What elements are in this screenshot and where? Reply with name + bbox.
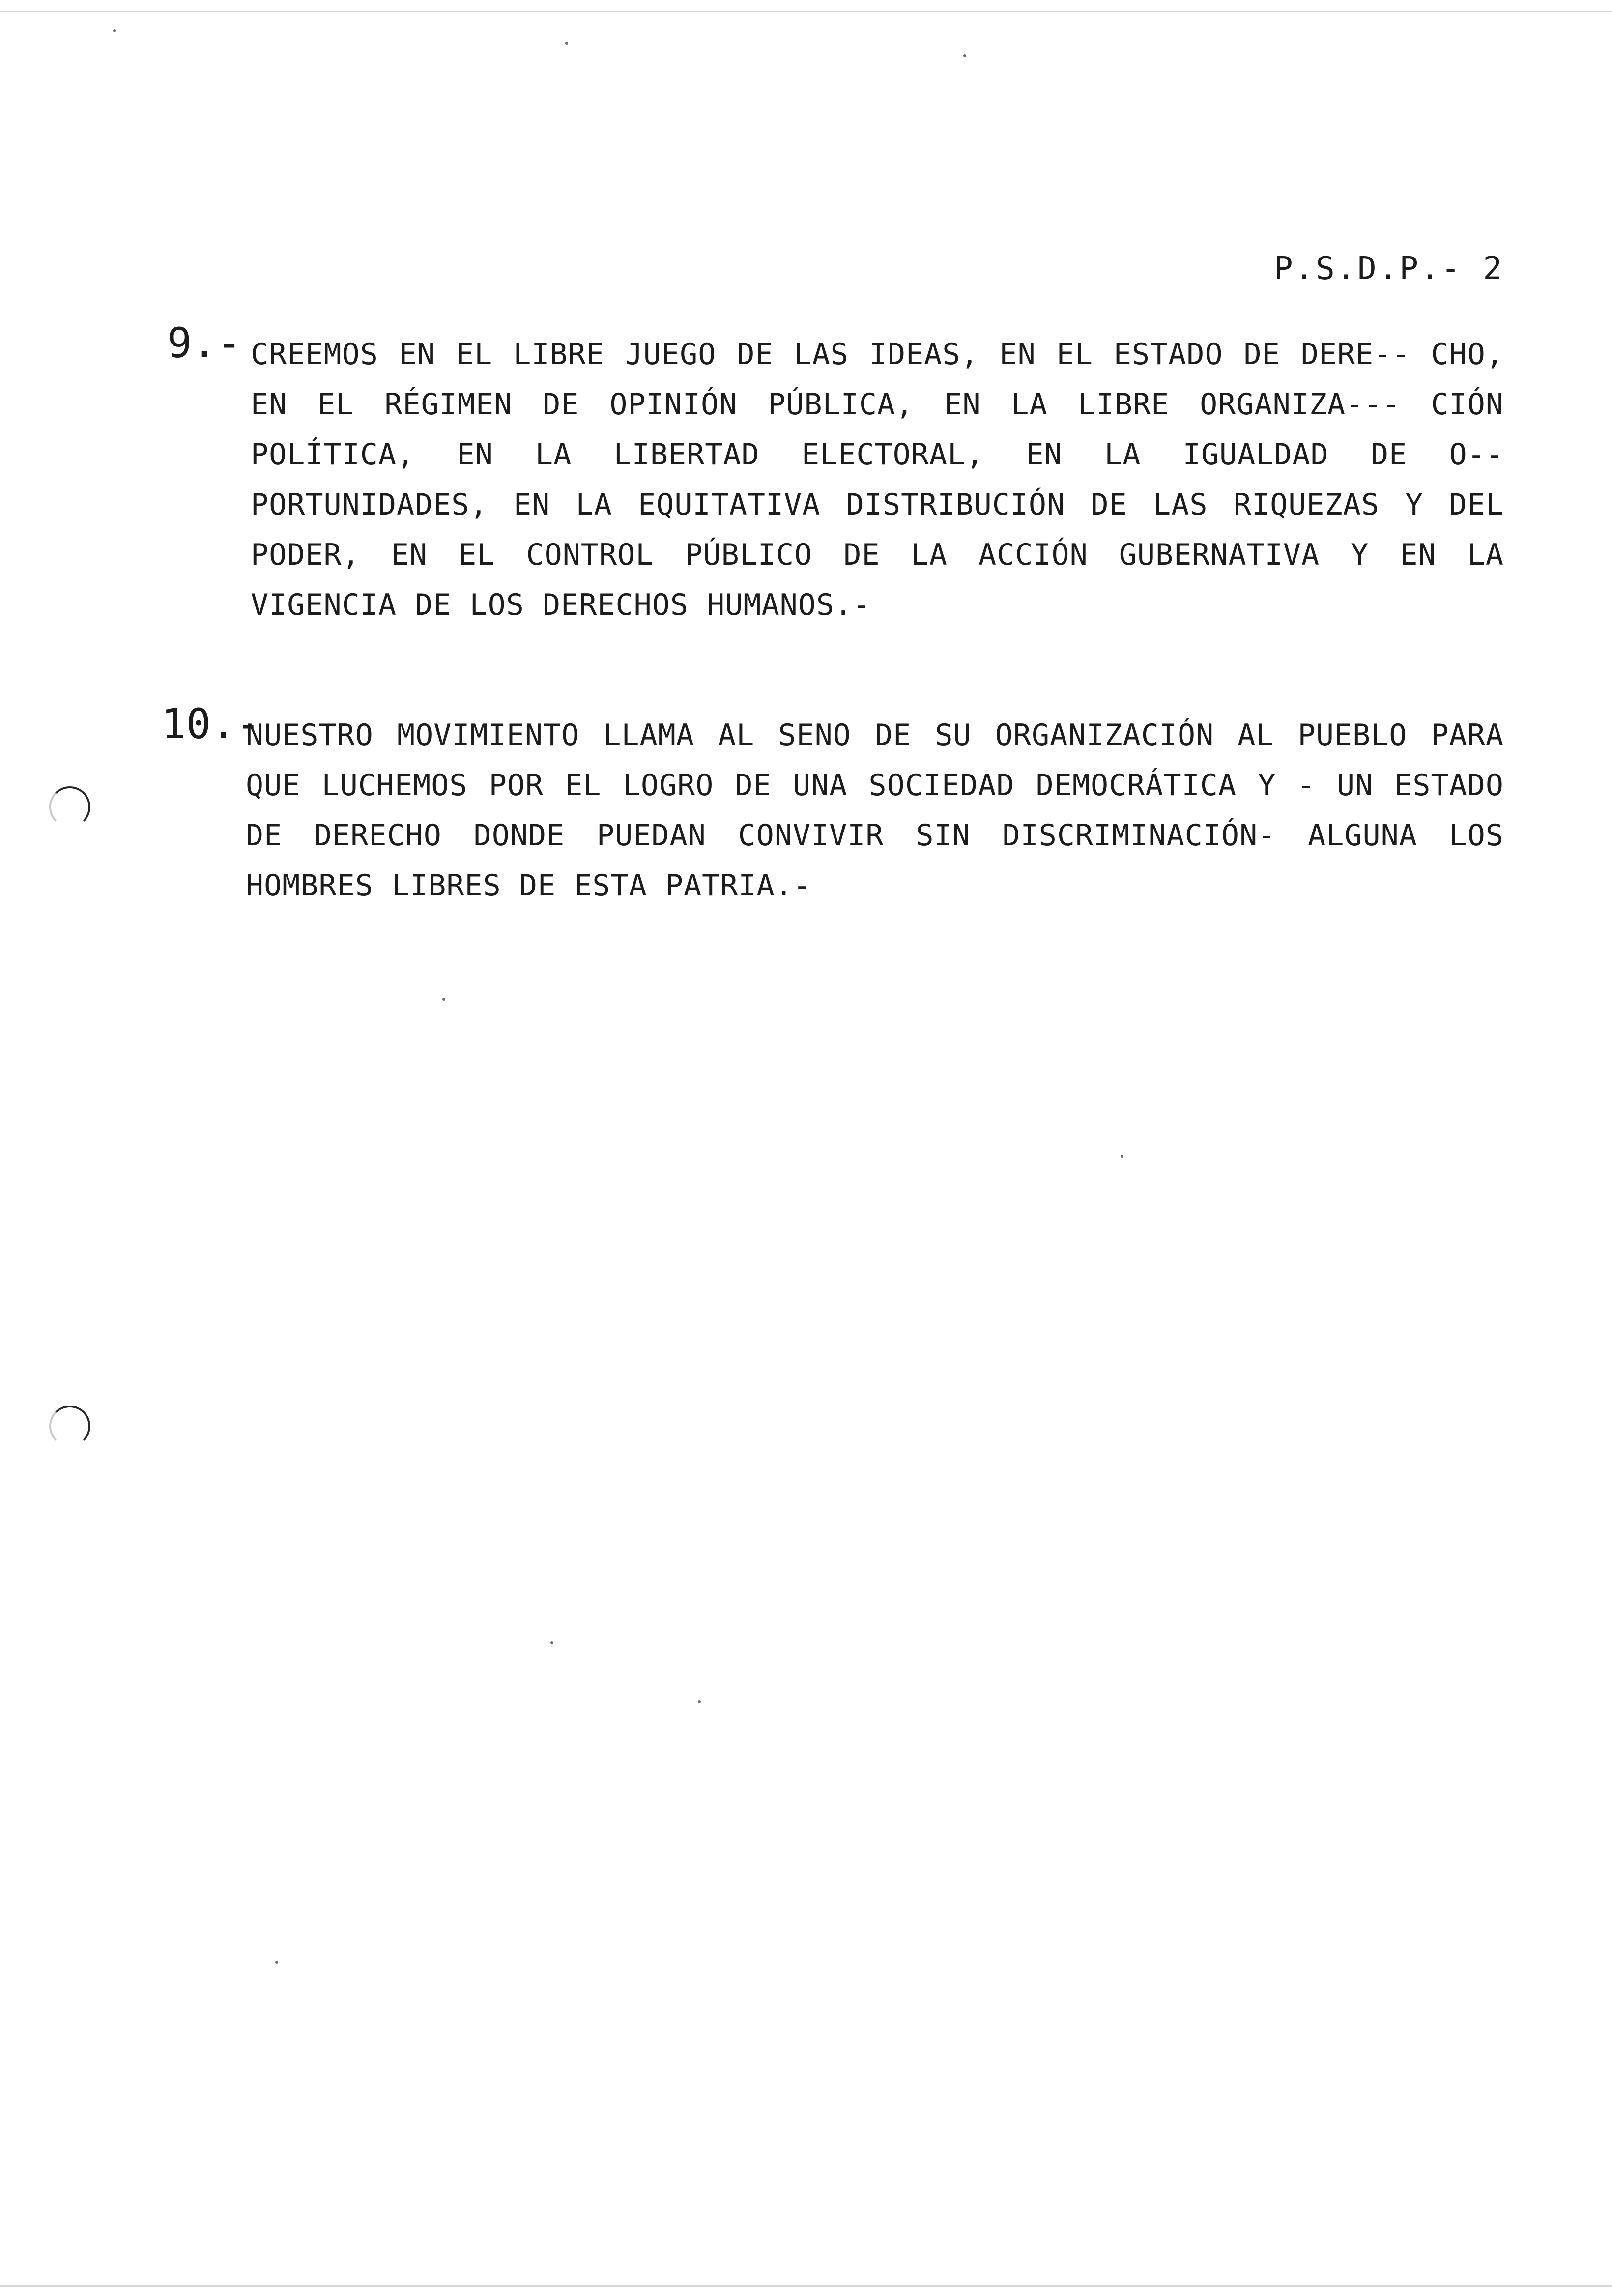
scan-speck bbox=[550, 1641, 553, 1644]
scan-speck bbox=[565, 42, 568, 45]
list-item bbox=[161, 700, 1523, 911]
list-item bbox=[167, 319, 1523, 630]
item-number: 9.- bbox=[167, 319, 242, 367]
scan-top-edge bbox=[0, 11, 1612, 12]
scan-bottom-edge bbox=[0, 2285, 1612, 2287]
scan-speck bbox=[698, 1700, 701, 1703]
punch-hole-icon bbox=[49, 786, 90, 828]
punch-hole-icon bbox=[49, 1406, 90, 1447]
item-number: 10.- bbox=[161, 700, 261, 748]
scan-speck bbox=[442, 998, 445, 1001]
scan-speck bbox=[275, 1961, 278, 1964]
scan-speck bbox=[963, 54, 966, 57]
scan-speck bbox=[113, 29, 116, 32]
page-reference: P.S.D.P.- 2 bbox=[1274, 251, 1504, 287]
item-text: CREEMOS EN EL LIBRE JUEGO DE LAS IDEAS, EN EL ESTADO DE DERE-- CHO, EN EL RÉGIMEN DE OPINIÓN PÚBLICA, EN LA LIBRE ORGANIZA--- CIÓN POLÍTICA, EN LA LIBERTAD ELECTORAL, EN LA IGUALDAD DE O-- PORTUNIDADES, EN LA EQUITATIVA DISTRIBUCIÓN DE LAS RIQUEZAS Y DEL PODER, EN EL CONTROL PÚBLICO DE LA ACCIÓN GUBERNATIVA Y EN LA VIGENCIA DE LOS DERECHOS HUMANOS.- bbox=[251, 337, 1523, 622]
item-text: NUESTRO MOVIMIENTO LLAMA AL SENO DE SU ORGANIZACIÓN AL PUEBLO PARA QUE LUCHEMOS POR EL LOGRO DE UNA SOCIEDAD DEMOCRÁTICA Y - UN ESTADO DE DERECHO DONDE PUEDAN CONVIVIR SIN DISCRIMINACIÓN- ALGUNA LOS HOMBRES LIBRES DE ESTA PATRIA.- bbox=[246, 718, 1523, 903]
scan-speck bbox=[1121, 1155, 1123, 1158]
